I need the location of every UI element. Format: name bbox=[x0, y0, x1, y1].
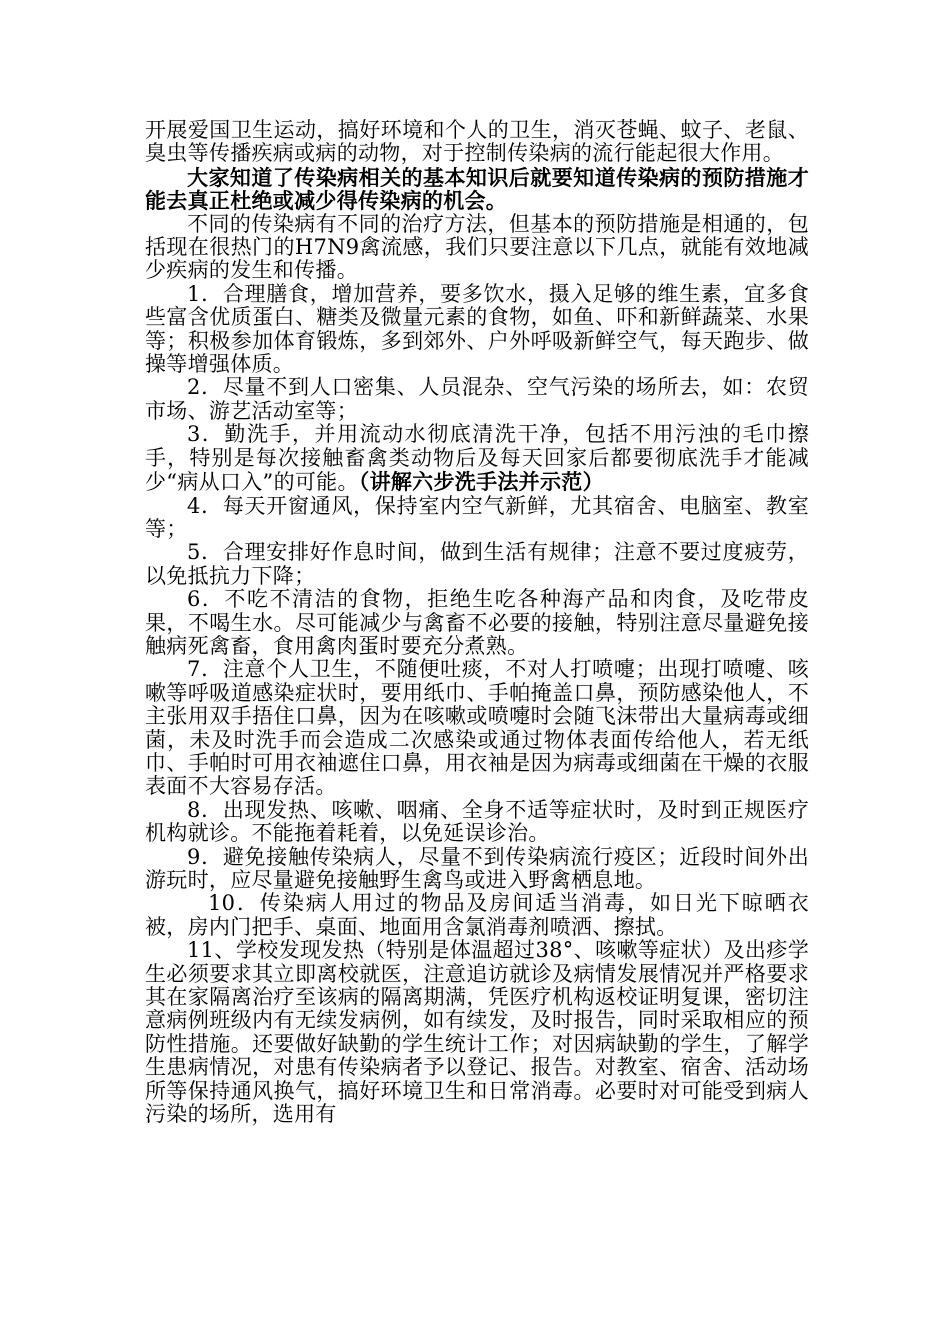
measure-item-8: 8．出现发热、咳嗽、咽痛、全身不适等症状时，及时到正规医疗机构就诊。不能拖着耗着，以免延误诊治。 bbox=[145, 797, 809, 846]
measure-item-10: 10．传染病人用过的物品及房间适当消毒，如日光下晾晒衣被，房内门把手、桌面、地面用含氯消毒剂喷洒、擦拭。 bbox=[145, 891, 809, 939]
measure-item-11: 11、学校发现发热（特别是体温超过38°、咳嗽等症状）及出疹学生必须要求其立即离校就医，注意追访就诊及病情发展情况并严格要求其在家隔离治疗至该病的隔离期满，凭医疗机构返校证明复课，密切注意病例班级内有无续发病例，如有续发，及时报告，同时采取相应的预防性措施。还要做好缺勤的学生统计工作；对因病缺勤的学生，了解学生患病情况，对患有传染病者予以登记、报告。对教室、宿舍、活动场所等保持通风换气，搞好环境卫生和日常消毒。必要时对可能受到病人污染的场所，选用有 bbox=[145, 938, 809, 1127]
lead-paragraph: 不同的传染病有不同的治疗方法，但基本的预防措施是相通的，包括现在很热门的H7N9禽流感，我们只要注意以下几点，就能有效地减少疾病的发生和传播。 bbox=[145, 211, 809, 283]
document-body bbox=[145, 119, 809, 1126]
measure-item-3 bbox=[145, 423, 809, 494]
measure-item-4: 4．每天开窗通风，保持室内空气新鲜，尤其宿舍、电脑室、教室等； bbox=[145, 493, 809, 541]
handwashing-note: （讲解六步洗手法并示范） bbox=[358, 469, 604, 495]
intro-paragraph: 开展爱国卫生运动，搞好环境和个人的卫生，消灭苍蝇、蚊子、老鼠、臭虫等传播疾病或病的动物，对于控制传染病的流行能起很大作用。 bbox=[145, 118, 809, 166]
measure-item-5: 5．合理安排好作息时间，做到生活有规律；注意不要过度疲劳，以免抵抗力下降； bbox=[145, 540, 809, 588]
measure-item-6: 6．不吃不清洁的食物，拒绝生吃各种海产品和肉食，及吃带皮果，不喝生水。尽可能减少与禽畜不必要的接触，特别注意尽量避免接触病死禽畜，食用禽肉蛋时要充分煮熟。 bbox=[145, 587, 809, 658]
measure-item-1: 1．合理膳食，增加营养，要多饮水，摄入足够的维生素，宜多食些富含优质蛋白、糖类及微量元素的食物，如鱼、吓和新鲜蔬菜、水果等；积极参加体育锻炼，多到郊外、户外呼吸新鲜空气，每天跑步、做操等增强体质。 bbox=[145, 281, 809, 377]
measure-item-3-text: 3．勤洗手，并用流动水彻底清洗干净，包括不用污浊的毛巾擦手，特别是每次接触畜禽类动物后及每天回家后都要彻底洗手才能减少“病从口入”的可能。 bbox=[145, 422, 809, 495]
measure-item-2: 2．尽量不到人口密集、人员混杂、空气污染的场所去，如：农贸市场、游艺活动室等； bbox=[145, 375, 809, 423]
measure-item-9: 9．避免接触传染病人，尽量不到传染病流行疫区；近段时间外出游玩时，应尽量避免接触野生禽鸟或进入野禽栖息地。 bbox=[145, 844, 809, 892]
section-heading: 大家知道了传染病相关的基本知识后就要知道传染病的预防措施才能去真正杜绝或减少得传染病的机会。 bbox=[145, 164, 809, 214]
measure-item-7: 7．注意个人卫生，不随便吐痰，不对人打喷嚏；出现打喷嚏、咳嗽等呼吸道感染症状时，要用纸巾、手帕掩盖口鼻，预防感染他人，不主张用双手捂住口鼻，因为在咳嗽或喷嚏时会随飞沫带出大量病毒或细菌，未及时洗手而会造成二次感染或通过物体表面传给他人，若无纸巾、手帕时可用衣袖遮住口鼻，用衣袖是因为病毒或细菌在干燥的衣服表面不大容易存活。 bbox=[145, 657, 809, 799]
